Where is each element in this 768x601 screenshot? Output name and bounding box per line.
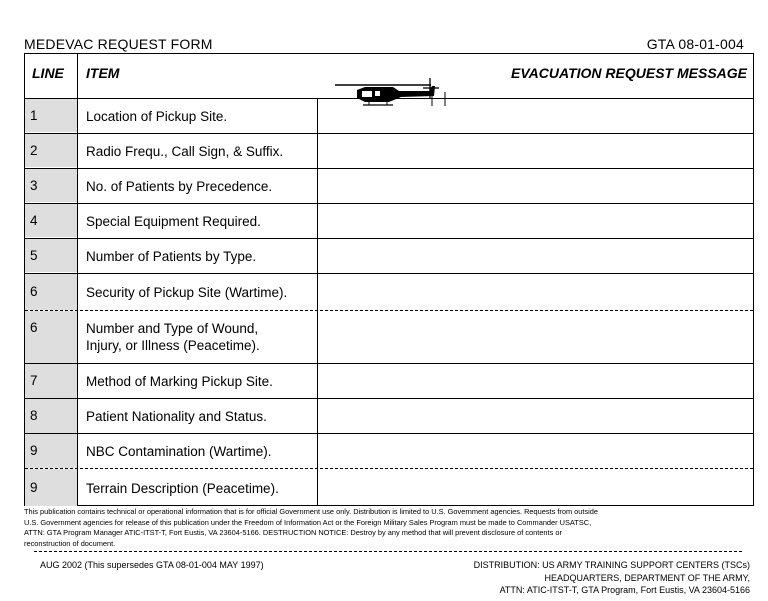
line-number: 9 [30,480,38,495]
line-cell-shade [25,311,77,363]
distribution-line: HEADQUARTERS, DEPARTMENT OF THE ARMY, [544,572,750,583]
item-label: Security of Pickup Site (Wartime). [86,285,288,300]
item-label: Number and Type of Wound, [86,321,259,336]
line-number: 6 [30,320,38,335]
form-title: MEDEVAC REQUEST FORM [24,36,213,52]
row-divider [25,433,753,434]
line-number: 1 [30,108,38,123]
helicopter-icon [335,72,447,106]
header-evacuation-request-message: EVACUATION REQUEST MESSAGE [511,65,747,81]
distribution-line: DISTRIBUTION: US ARMY TRAINING SUPPORT CENTERS (TSCs) [473,560,750,570]
row-divider [25,98,753,99]
distribution-notice [24,507,744,549]
row-divider [25,203,753,204]
edition-date: AUG 2002 (This supersedes GTA 08-01-004 MAY 1997) [40,560,264,570]
row-divider [25,238,753,239]
line-number: 3 [30,178,38,193]
distribution-line: ATTN: ATIC-ITST-T, GTA Program, Fort Eustis, VA 23604-5166 [499,585,750,595]
form-number: GTA 08-01-004 [646,36,744,52]
line-number: 4 [30,213,38,228]
item-label: Terrain Description (Peacetime). [86,481,279,496]
column-divider [77,54,78,505]
row-divider [25,273,753,274]
header-line: LINE [32,65,64,81]
item-label: Patient Nationality and Status. [86,409,267,424]
item-label: No. of Patients by Precedence. [86,179,273,194]
row-divider [25,363,753,364]
notice-line: reconstruction of document. [24,538,116,548]
item-label: Method of Marking Pickup Site. [86,374,273,389]
line-number: 5 [30,248,38,263]
line-number: 9 [30,443,38,458]
line-number: 2 [30,143,38,158]
medevac-request-table [24,53,754,506]
distribution-footer [474,559,750,597]
row-divider-dashed [25,310,753,311]
notice-line: ATTN: GTA Program Manager ATIC-ITST-T, Fort Eustis, VA 23604-5166. DESTRUCTION NOTICE: Destroy by any method that will prevent disclosure of contents or [24,528,562,538]
line-number: 6 [30,284,38,299]
item-label: Number of Patients by Type. [86,249,257,264]
item-label-continued: Injury, or Illness (Peacetime). [86,338,260,353]
notice-line: This publication contains technical or operational information that is for official Government use only. Distribution is limited to U.S. Government agencies. Requests from outside [24,507,599,516]
item-label: Special Equipment Required. [86,214,261,229]
header-item: ITEM [86,65,120,81]
line-number: 7 [30,373,38,388]
notice-line: U.S. Government agencies for release of this publication under the Freedom of Information Act or the Foreign Military Sales Program must be made to Commander USATSC, [24,517,592,527]
item-label: Location of Pickup Site. [86,109,228,124]
row-divider [25,398,753,399]
line-number: 8 [30,408,38,423]
column-divider [317,98,318,505]
row-divider [25,133,753,134]
item-label: Radio Frequ., Call Sign, & Suffix. [86,144,284,159]
item-label: NBC Contamination (Wartime). [86,444,272,459]
row-divider-dashed [25,468,753,469]
row-divider [25,168,753,169]
footer-divider [34,551,742,552]
